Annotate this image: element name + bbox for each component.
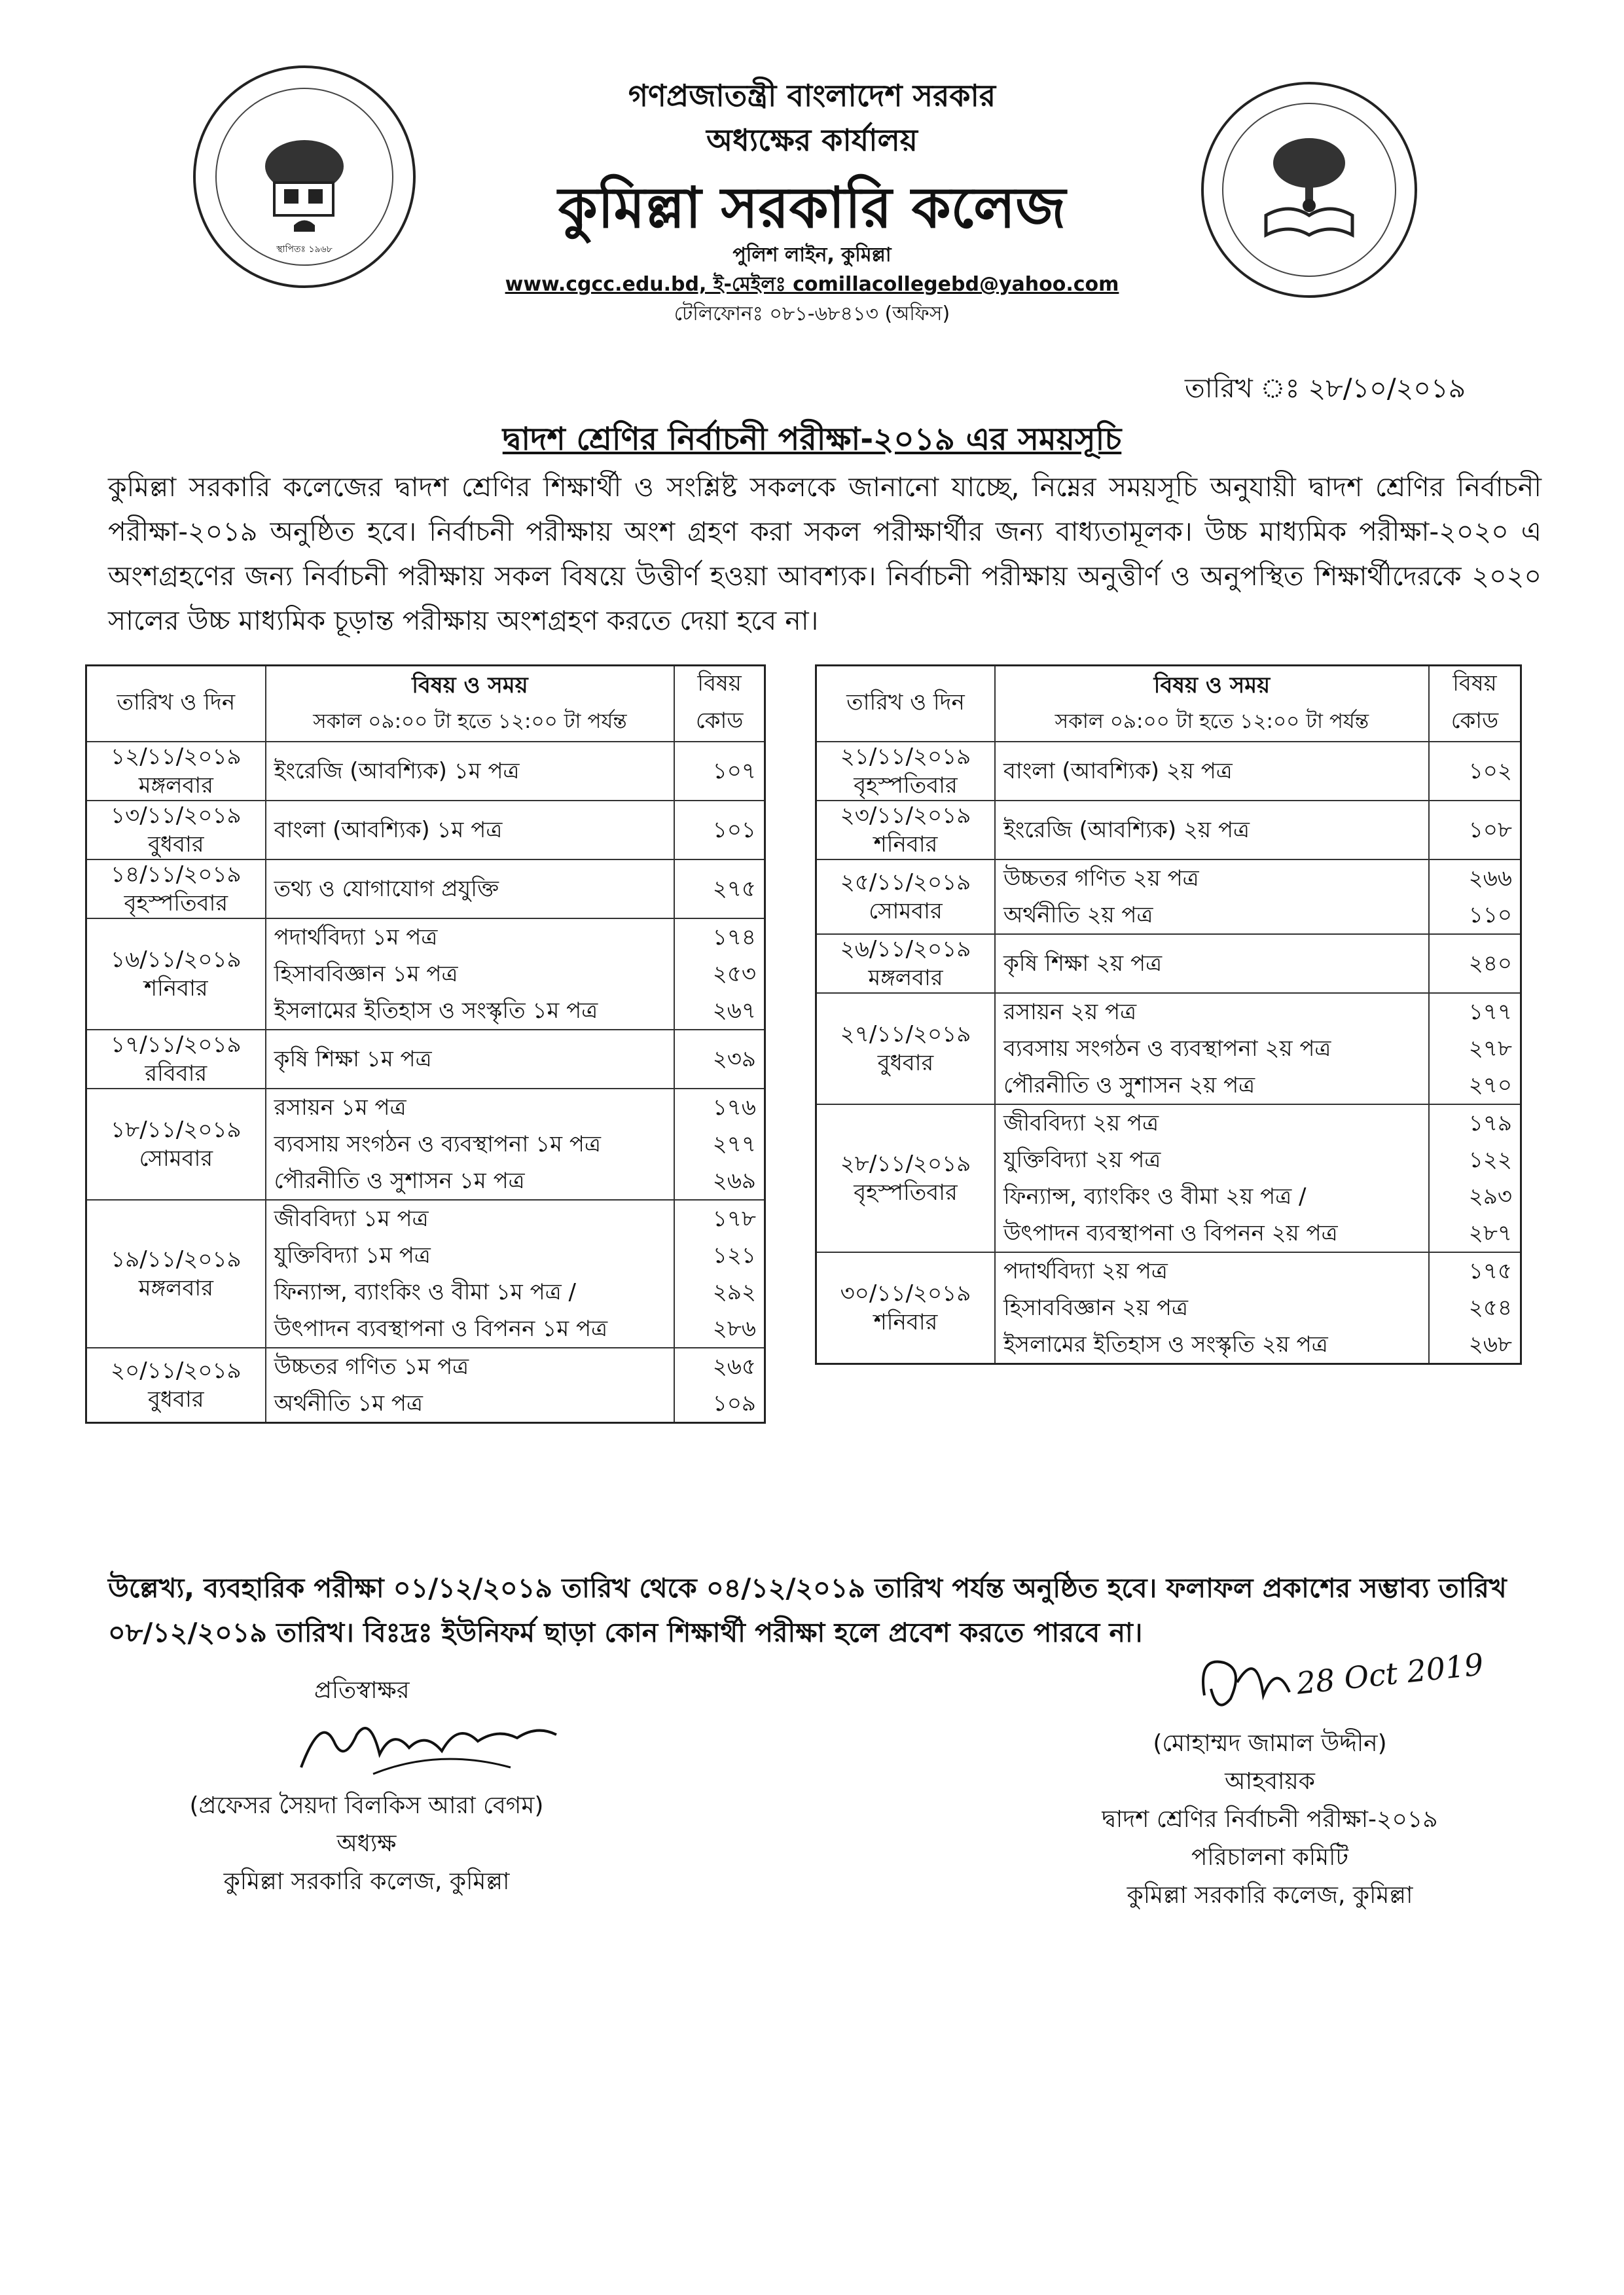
subject-name: যুক্তিবিদ্যা ২য় পত্র: [1003, 1147, 1161, 1173]
exam-date: ১২/১১/২০১৯: [111, 744, 242, 770]
date-day-cell: [86, 859, 266, 918]
code-cell: [674, 1089, 765, 1200]
header-date-day: তারিখ ও দিন: [86, 666, 266, 742]
subject-code: ১০৮: [1468, 817, 1512, 843]
subject-name: যুক্তিবিদ্যা ১ম পত্র: [274, 1242, 431, 1269]
subject-code: ২৯২: [712, 1279, 756, 1305]
date-day-cell: [816, 993, 995, 1104]
subject-name: ইসলামের ইতিহাস ও সংস্কৃতি ২য় পত্র: [1003, 1331, 1328, 1358]
practical-exam-note: উল্লেখ্য, ব্যবহারিক পরীক্ষা ০১/১২/২০১৯ তারিখ থেকে ০৪/১২/২০১৯ তারিখ পর্যন্ত অনুষ্ঠিত হবে। ফলাফল প্রকাশের সম্ভাব্য তারিখ ০৮/১২/২০১৯ তারিখ। বিঃদ্রঃ ইউনিফর্ম ছাড়া কোন শিক্ষার্থী পরীক্ষা হলে প্রবেশ করতে পারবে না।: [108, 1572, 1507, 1648]
exam-date: ২১/১১/২০১৯: [840, 744, 971, 770]
exam-date: ২৬/১১/২০১৯: [840, 936, 971, 962]
subject-cell: [266, 859, 675, 918]
table-row: [86, 1200, 765, 1348]
header-time-note: সকাল ০৯:০০ টা হতে ১২:০০ টা পর্যন্ত: [1055, 709, 1369, 733]
exam-date: ১৭/১১/২০১৯: [111, 1032, 242, 1058]
subject-cell: [995, 993, 1429, 1104]
subject-code: ১৭৮: [712, 1206, 756, 1232]
code-cell: [674, 1348, 765, 1423]
subject-name: পৌরনীতি ও সুশাসন ১ম পত্র: [274, 1168, 525, 1194]
table-row: [816, 742, 1521, 801]
exam-day: বুধবার: [148, 1386, 204, 1413]
convener-name: (মোহাম্মদ জামাল উদ্দীন): [1153, 1730, 1387, 1757]
subject-code: ১০২: [1468, 758, 1512, 784]
exam-day: মঙ্গলবার: [138, 772, 213, 799]
subject-cell: [995, 1252, 1429, 1364]
table-row: [816, 993, 1521, 1104]
subject-code: ২৬৭: [712, 998, 756, 1024]
left-schedule-table: [85, 664, 766, 1424]
government-name: গণপ্রজাতন্ত্রী বাংলাদেশ সরকার: [628, 78, 996, 113]
subject-code: ২৬৮: [1468, 1331, 1512, 1358]
subject-cell: [995, 742, 1429, 801]
subject-code: ২৯৩: [1468, 1184, 1512, 1210]
exam-day: শনিবার: [144, 975, 208, 1002]
exam-date: ১৩/১১/২০১৯: [111, 803, 242, 829]
date-day-cell: [816, 1104, 995, 1252]
exam-day: বৃহস্পতিবার: [854, 1180, 958, 1206]
subject-name: ব্যবসায় সংগঠন ও ব্যবস্থাপনা ১ম পত্র: [274, 1131, 601, 1157]
exam-day: বুধবার: [877, 1050, 934, 1076]
subject-name: উৎপাদন ব্যবস্থাপনা ও বিপনন ২য় পত্র: [1003, 1220, 1338, 1246]
web-email: www.cgcc.edu.bd, ই-মেইলঃ comillacollegebd@yahoo.com: [505, 273, 1119, 296]
exam-date: ২৩/১১/২০১৯: [840, 803, 971, 829]
table-header-row: [816, 666, 1521, 742]
countersign-label: প্রতিস্বাক্ষর: [314, 1677, 410, 1704]
subject-cell: [995, 934, 1429, 993]
subject-code: ২৭৫: [712, 876, 756, 902]
table-header-row: [86, 666, 765, 742]
subject-name: পদার্থবিদ্যা ১ম পত্র: [274, 924, 438, 950]
exam-day: বৃহস্পতিবার: [854, 772, 958, 799]
principal-institution: কুমিল্লা সরকারি কলেজ, কুমিল্লা: [223, 1868, 510, 1895]
exam-date: ১৮/১১/২০১৯: [111, 1117, 242, 1143]
header-code-line1: বিষয়: [697, 670, 742, 696]
exam-date: ২৫/১১/২০১৯: [840, 869, 971, 895]
table-row: [86, 1348, 765, 1423]
office-name: অধ্যক্ষের কার্যালয়: [706, 122, 918, 158]
committee-name-2: পরিচালনা কমিটি: [1191, 1844, 1348, 1871]
date-day-cell: [816, 934, 995, 993]
code-cell: [1429, 742, 1521, 801]
subject-cell: [995, 1104, 1429, 1252]
subject-name: অর্থনীতি ১ম পত্র: [274, 1390, 423, 1417]
code-cell: [1429, 1252, 1521, 1364]
exam-date: ১৬/১১/২০১৯: [111, 947, 242, 973]
college-address: পুলিশ লাইন, কুমিল্লা: [732, 244, 892, 266]
college-name: কুমিল্লা সরকারি কলেজ: [558, 175, 1066, 241]
subject-code: ১৭৫: [1468, 1258, 1512, 1284]
table-row: [86, 742, 765, 801]
header-subject-label: বিষয় ও সময়: [1153, 672, 1271, 698]
header-subject-time: [995, 666, 1429, 742]
subject-code: ১০৯: [712, 1390, 756, 1417]
principal-handwritten-signature: [295, 1702, 569, 1787]
subject-code: ২৫৩: [712, 961, 756, 987]
subject-code: ২৫৪: [1468, 1295, 1512, 1321]
header-subject-time: [266, 666, 675, 742]
exam-day: মঙ্গলবার: [138, 1275, 213, 1301]
right-signature-block: [1021, 1725, 1519, 1915]
subject-cell: [266, 918, 675, 1030]
header-code-line1: বিষয়: [1453, 670, 1497, 696]
subject-code: ১৭৯: [1468, 1110, 1512, 1136]
exam-day: বুধবার: [148, 831, 204, 858]
subject-name: কৃষি শিক্ষা ১ম পত্র: [274, 1046, 432, 1072]
subject-cell: [995, 859, 1429, 934]
subject-cell: [266, 1348, 675, 1423]
code-cell: [1429, 801, 1521, 859]
handwritten-date: 28 Oct 2019: [1294, 1646, 1485, 1701]
subject-name: রসায়ন ১ম পত্র: [274, 1094, 406, 1121]
subject-cell: [266, 1089, 675, 1200]
subject-name: ফিন্যান্স, ব্যাংকিং ও বীমা ২য় পত্র /: [1003, 1184, 1307, 1210]
subject-name: ইসলামের ইতিহাস ও সংস্কৃতি ১ম পত্র: [274, 998, 598, 1024]
subject-code: ২৭৮: [1468, 1036, 1512, 1062]
table-row: [816, 934, 1521, 993]
code-cell: [1429, 993, 1521, 1104]
subject-name: বাংলা (আবশ্যিক) ২য় পত্র: [1003, 758, 1233, 784]
date-day-cell: [86, 1348, 266, 1423]
table-row: [816, 801, 1521, 859]
subject-name: ব্যবসায় সংগঠন ও ব্যবস্থাপনা ২য় পত্র: [1003, 1036, 1331, 1062]
subject-cell: [266, 1200, 675, 1348]
exam-day: শনিবার: [873, 831, 938, 858]
convener-designation: আহবায়ক: [1225, 1768, 1315, 1795]
code-cell: [674, 801, 765, 859]
subject-cell: [266, 742, 675, 801]
subject-name: উৎপাদন ব্যবস্থাপনা ও বিপনন ১ম পত্র: [274, 1316, 608, 1342]
subject-code: ২৭০: [1468, 1072, 1512, 1098]
table-row: [816, 859, 1521, 934]
subject-name: ইংরেজি (আবশ্যিক) ১ম পত্র: [274, 758, 520, 784]
subject-code: ১৭৬: [712, 1094, 756, 1121]
date-day-cell: [816, 742, 995, 801]
subject-name: পদার্থবিদ্যা ২য় পত্র: [1003, 1258, 1168, 1284]
date-day-cell: [86, 801, 266, 859]
exam-date: ১৯/১১/২০১৯: [111, 1246, 242, 1273]
code-cell: [674, 742, 765, 801]
subject-code: ১০১: [712, 817, 756, 843]
date-day-cell: [86, 918, 266, 1030]
subject-name: ইংরেজি (আবশ্যিক) ২য় পত্র: [1003, 817, 1250, 843]
subject-name: উচ্চতর গণিত ১ম পত্র: [274, 1354, 469, 1380]
exam-date: ১৪/১১/২০১৯: [111, 861, 242, 888]
intro-paragraph: কুমিল্লা সরকারি কলেজের দ্বাদশ শ্রেণির শিক্ষার্থী ও সংশ্লিষ্ট সকলকে জানানো যাচ্ছে, নিম্নের সময়সূচি অনুযায়ী দ্বাদশ শ্রেণির নির্বাচনী পরীক্ষা-২০১৯ অনুষ্ঠিত হবে। নির্বাচনী পরীক্ষায় অংশ গ্রহণ করা সকল পরীক্ষার্থীর জন্য বাধ্যতামূলক। উচ্চ মাধ্যমিক পরীক্ষা-২০২০ এ অংশগ্রহণের জন্য নির্বাচনী পরীক্ষায় সকল বিষয়ে উত্তীর্ণ হওয়া আবশ্যক। নির্বাচনী পরীক্ষায় অনুত্তীর্ণ ও অনুপস্থিত শিক্ষার্থীদেরকে ২০২০ সালের উচ্চ মাধ্যমিক চূড়ান্ত পরীক্ষায় অংশগ্রহণ করতে দেয়া হবে না।: [108, 471, 1542, 636]
header-code-line2: কোড: [1451, 708, 1499, 734]
exam-date: ২৭/১১/২০১৯: [840, 1021, 971, 1047]
subject-code: ১৭৭: [1468, 999, 1512, 1025]
subject-code: ১২২: [1468, 1147, 1512, 1173]
subject-cell: [995, 801, 1429, 859]
subject-name: হিসাববিজ্ঞান ১ম পত্র: [274, 961, 458, 987]
table-row: [86, 918, 765, 1030]
header-time-note: সকাল ০৯:০০ টা হতে ১২:০০ টা পর্যন্ত: [313, 709, 627, 733]
exam-day: সোমবার: [139, 1146, 213, 1172]
subject-code: ২৬৫: [712, 1354, 756, 1380]
issue-date: তারিখ ঃ ২৮/১০/২০১৯: [1185, 372, 1466, 404]
subject-code: ১০৭: [712, 758, 756, 784]
exam-day: মঙ্গলবার: [868, 965, 943, 991]
exam-date: ৩০/১১/২০১৯: [840, 1280, 971, 1307]
code-cell: [1429, 1104, 1521, 1252]
date-day-cell: [86, 742, 266, 801]
subject-code: ১২১: [712, 1242, 756, 1269]
table-row: [86, 801, 765, 859]
phone-number: টেলিফোনঃ ০৮১-৬৮৪১৩ (অফিস): [674, 302, 950, 325]
subject-cell: [266, 1030, 675, 1089]
header-code: [674, 666, 765, 742]
table-row: [86, 859, 765, 918]
date-day-cell: [816, 859, 995, 934]
date-day-cell: [86, 1030, 266, 1089]
principal-designation: অধ্যক্ষ: [336, 1830, 397, 1857]
subject-code: ২৩৯: [712, 1046, 756, 1072]
code-cell: [674, 918, 765, 1030]
left-signature-block: [137, 1787, 596, 1901]
subject-code: ২৮৭: [1468, 1220, 1512, 1246]
table-row: [86, 1030, 765, 1089]
subject-name: অর্থনীতি ২য় পত্র: [1003, 902, 1153, 928]
code-cell: [1429, 859, 1521, 934]
subject-code: ১৭৪: [712, 924, 756, 950]
subject-code: ২৬৬: [1468, 865, 1512, 892]
header-code: [1429, 666, 1521, 742]
subject-code: ১১০: [1468, 902, 1512, 928]
subject-name: পৌরনীতি ও সুশাসন ২য় পত্র: [1003, 1072, 1255, 1098]
subject-name: উচ্চতর গণিত ২য় পত্র: [1003, 865, 1199, 892]
exam-day: রবিবার: [145, 1060, 208, 1087]
date-day-cell: [816, 1252, 995, 1364]
exam-date: ২৮/১১/২০১৯: [840, 1151, 971, 1177]
left-seal-est: স্থাপিতঃ ১৯৬৮: [276, 244, 333, 255]
right-schedule-table: [815, 664, 1522, 1365]
date-day-cell: [86, 1089, 266, 1200]
committee-name: দ্বাদশ শ্রেণির নির্বাচনী পরীক্ষা-২০১৯: [1102, 1806, 1438, 1833]
subject-name: ফিন্যান্স, ব্যাংকিং ও বীমা ১ম পত্র /: [274, 1279, 576, 1305]
subject-code: ২৬৯: [712, 1168, 756, 1194]
subject-name: জীববিদ্যা ২য় পত্র: [1003, 1110, 1159, 1136]
subject-name: হিসাববিজ্ঞান ২য় পত্র: [1003, 1295, 1188, 1321]
header-subject-label: বিষয় ও সময়: [412, 672, 528, 698]
subject-name: বাংলা (আবশ্যিক) ১ম পত্র: [274, 817, 503, 843]
code-cell: [674, 1030, 765, 1089]
subject-name: তথ্য ও যোগাযোগ প্রযুক্তি: [274, 876, 499, 902]
subject-name: রসায়ন ২য় পত্র: [1003, 999, 1137, 1025]
exam-day: শনিবার: [873, 1309, 938, 1335]
date-day-cell: [816, 801, 995, 859]
notice-title: দ্বাদশ শ্রেণির নির্বাচনী পরীক্ষা-২০১৯ এর সময়সূচি: [502, 421, 1122, 458]
table-row: [816, 1252, 1521, 1364]
code-cell: [674, 1200, 765, 1348]
code-cell: [1429, 934, 1521, 993]
subject-name: জীববিদ্যা ১ম পত্র: [274, 1206, 429, 1232]
subject-code: ২৭৭: [712, 1131, 756, 1157]
exam-date: ২০/১১/২০১৯: [111, 1358, 242, 1384]
exam-day: সোমবার: [869, 898, 943, 924]
subject-name: কৃষি শিক্ষা ২য় পত্র: [1003, 950, 1163, 977]
subject-code: ২৪০: [1468, 950, 1512, 977]
date-day-cell: [86, 1200, 266, 1348]
header-date-day: তারিখ ও দিন: [816, 666, 995, 742]
code-cell: [674, 859, 765, 918]
subject-cell: [266, 801, 675, 859]
subject-code: ২৮৬: [712, 1316, 756, 1342]
table-row: [816, 1104, 1521, 1252]
exam-day: বৃহস্পতিবার: [124, 890, 228, 916]
table-row: [86, 1089, 765, 1200]
principal-name: (প্রফেসর সৈয়দা বিলকিস আরা বেগম): [189, 1792, 544, 1819]
header-code-line2: কোড: [695, 708, 744, 734]
convener-institution: কুমিল্লা সরকারি কলেজ, কুমিল্লা: [1127, 1882, 1413, 1909]
